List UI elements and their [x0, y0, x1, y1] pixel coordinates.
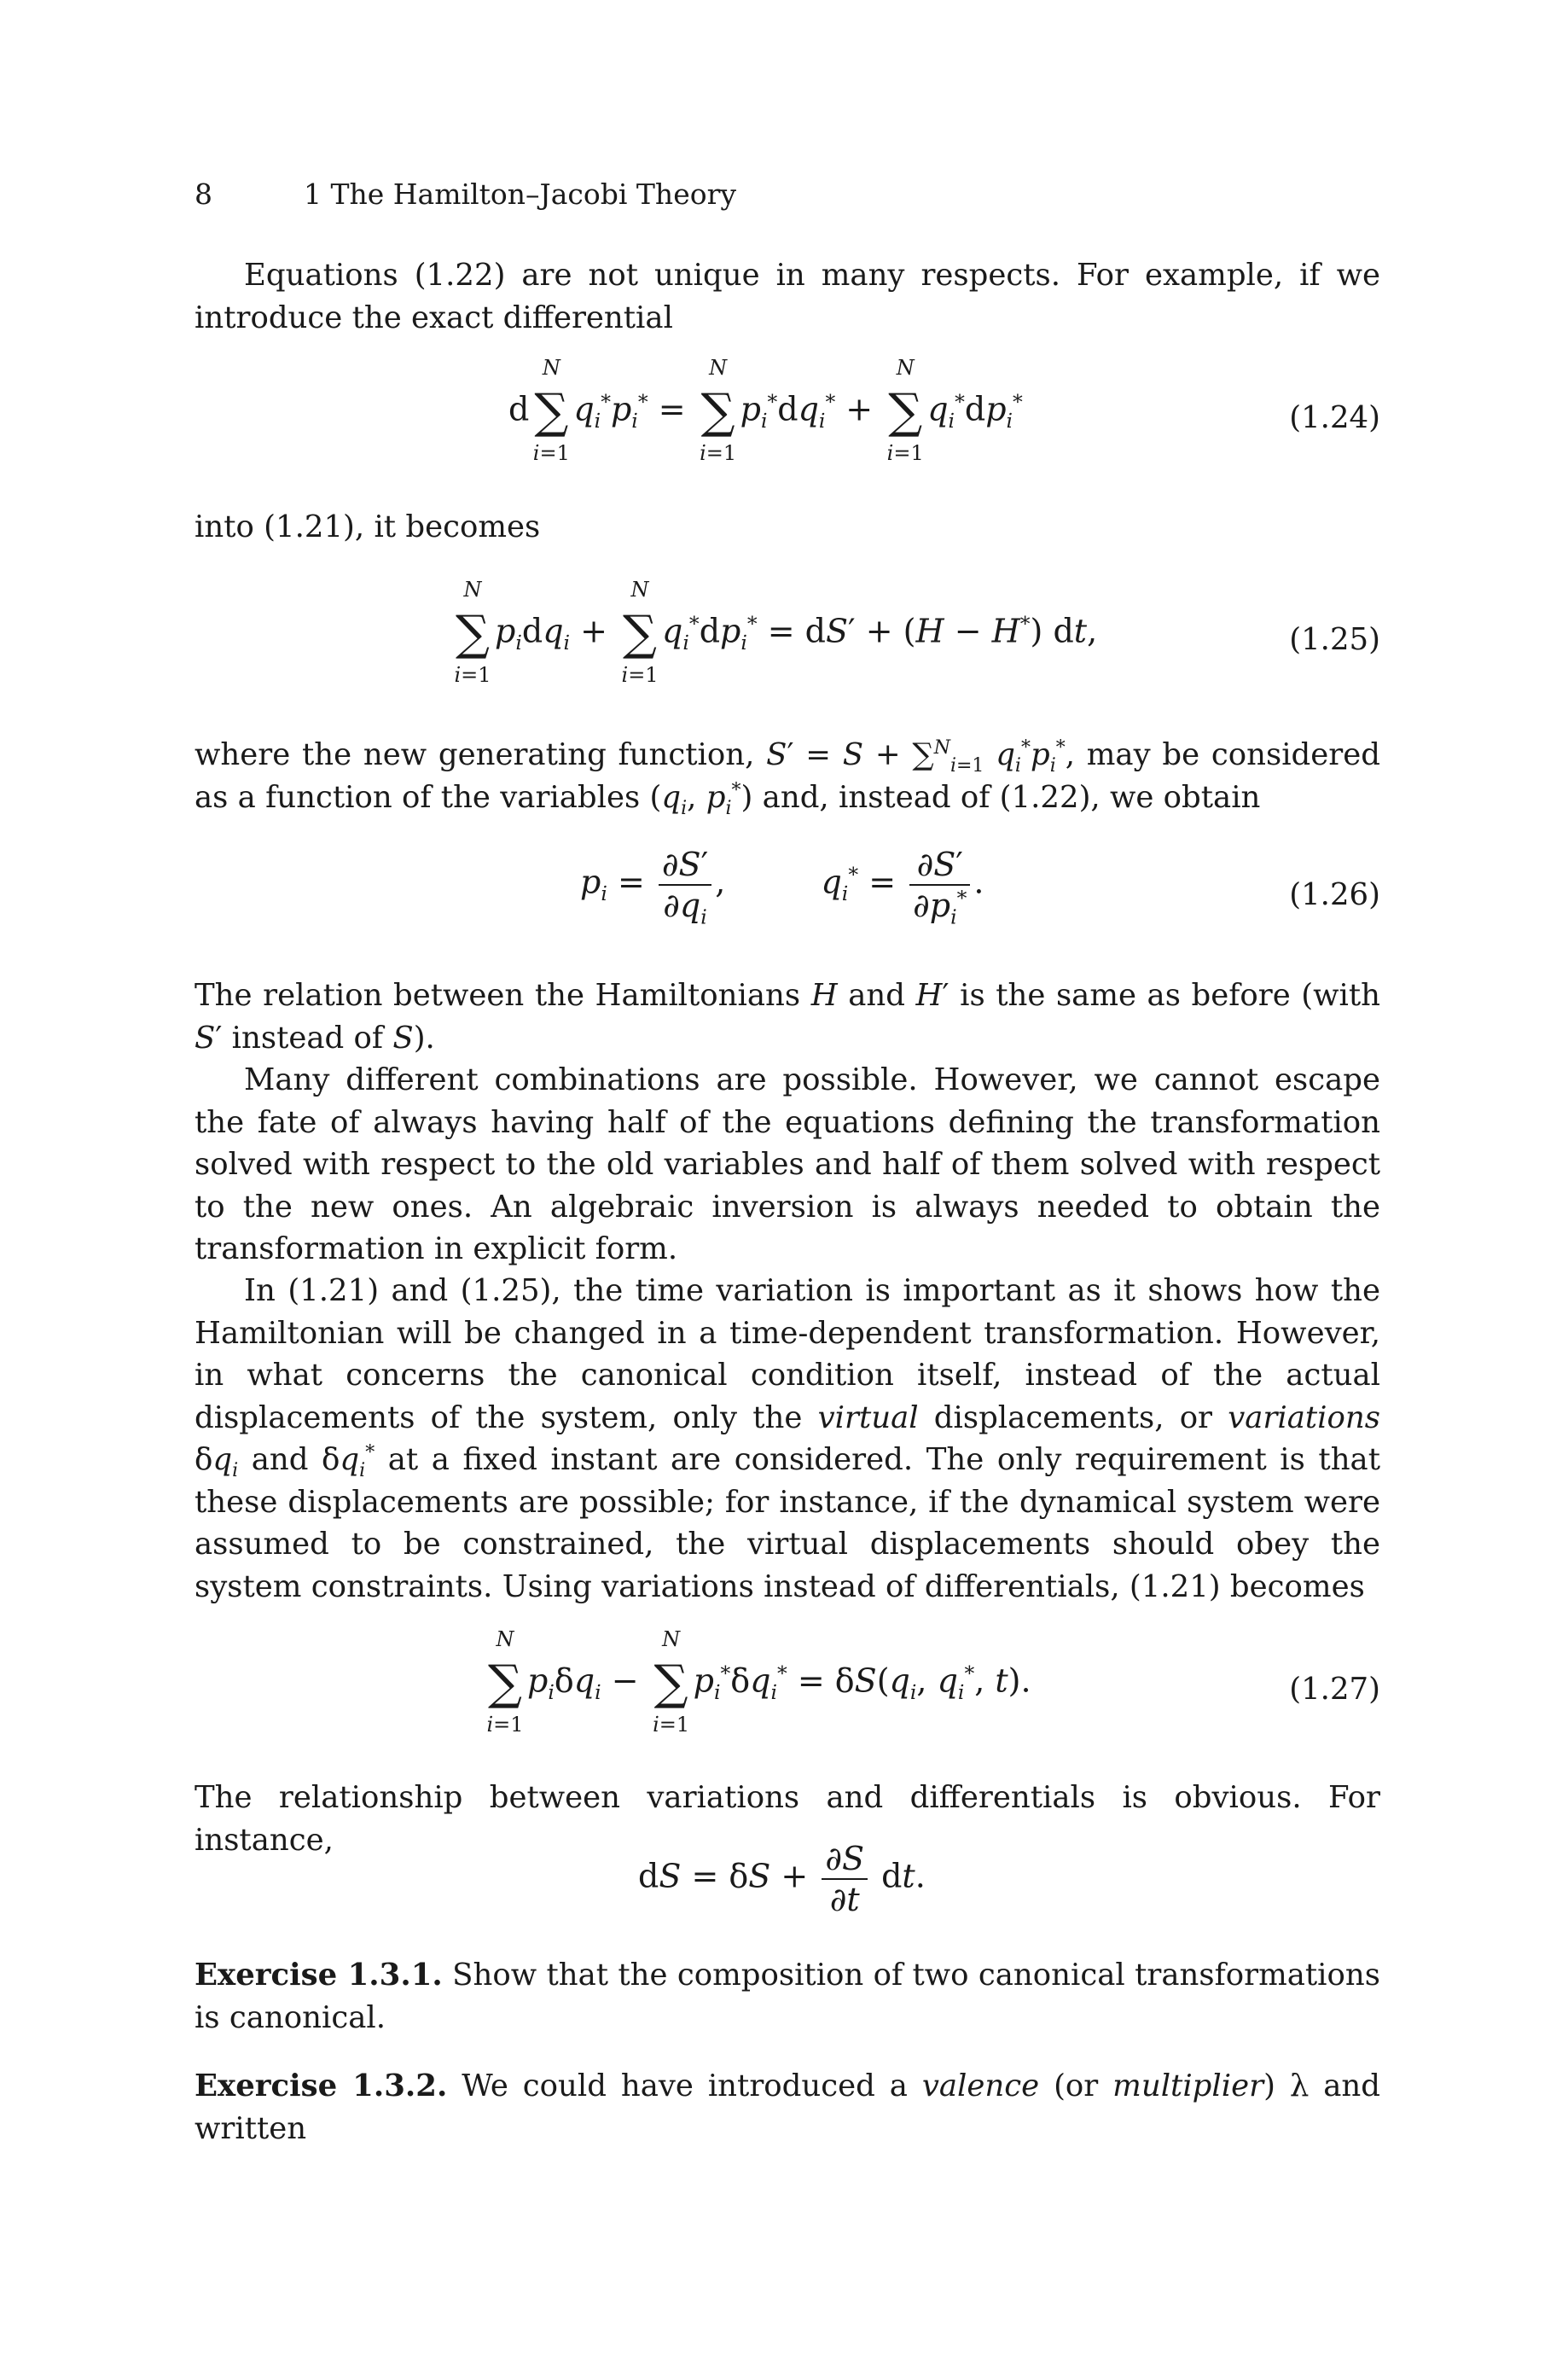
equation-1-25: [195, 578, 1380, 721]
page-number: 8: [195, 177, 212, 211]
equation-body: N ∑ i=1 $p_idq_i$ + N ∑ i=1 $q_i^*dp_i^* = dS' + (H - H^*)$ dt,: [454, 578, 1098, 687]
equation-number: (1.24): [1289, 400, 1380, 435]
paragraph-2: into (1.21), it becomes: [195, 509, 541, 544]
equation-unnumbered: [195, 1839, 1380, 1941]
equation-number: (1.26): [1289, 877, 1380, 912]
exercise-1-3-2: Exercise 1.3.2. We could have introduced a valence (or multiplier) λ and written: [195, 2068, 1380, 2146]
equation-1-26: [195, 845, 1380, 981]
paragraph-7: The relationship between variations and differentials is obvious. For instance,: [195, 1780, 1380, 1858]
equation-1-27: [195, 1627, 1380, 1771]
paragraph-1: Equations (1.22) are not unique in many respects. For example, if we introduce the exact differential: [195, 258, 1380, 335]
paragraph-3: where the new generating function, S′ = S + ∑$^N_{i=1}$ $q_i^*p_i^*$, may be considered as a function of the variables ($q_i$, $p_i^*$) and, instead of (1.22), we obtain: [195, 737, 1380, 819]
paragraph-6: In (1.21) and (1.25), the time variation is important as it shows how the Hamiltonian will be changed in a time-dependent transformation. However, in what concerns the canonical condition itself, instead of the actual displacements of the system, only the virtual displacements, or variations $\delta q_i$ and $\delta q_i^*$ at a fixed instant are considered. The only requirement is that these displacements are possible; for instance, if the dynamical system were assumed to be constrained, the virtual displacements should obey the system constraints. Using variations instead of differentials, (1.21) becomes: [195, 1273, 1380, 1604]
equation-number: (1.25): [1289, 622, 1380, 657]
chapter-title: 1 The Hamilton–Jacobi Theory: [304, 177, 737, 211]
equation-number: (1.27): [1289, 1672, 1380, 1707]
paragraph-4: The relation between the Hamiltonians H and H′ is the same as before (with S′ instead of S).: [195, 978, 1380, 1056]
equation-1-24: [195, 356, 1380, 499]
paragraph-5: Many different combinations are possible. However, we cannot escape the fate of always having half of the equations defining the transformation solved with respect to the old variables and half of them solved with respect to the new ones. An algebraic inversion is always needed to obtain the transformation in explicit form.: [195, 1062, 1380, 1266]
equation-body: d N ∑ i=1 $q_i^*p_i^*$ = N ∑ i=1 $p_i^*dq_i^*$ + N ∑ i=1 $q_i^*dp_i^*$: [508, 356, 1023, 465]
exercise-1-3-1: Exercise 1.3.1. Show that the composition of two canonical transformations is canonical.: [195, 1958, 1380, 2035]
equation-body: dS = δS + $\frac{\partial S}{\partial t}$ dt.: [638, 1840, 926, 1918]
equation-body: $p_i$ = $\frac{\partial S'}{\partial q_i}$ , $q_i^*$ = $\frac{\partial S'}{\partial p_i^*}$ .: [580, 846, 984, 929]
equation-body: N ∑ i=1 $p_i\delta q_i$ − N ∑ i=1 $p_i^*\delta q_i^* = \delta S(q_i$, $q_i^*$, t).: [486, 1627, 1031, 1737]
